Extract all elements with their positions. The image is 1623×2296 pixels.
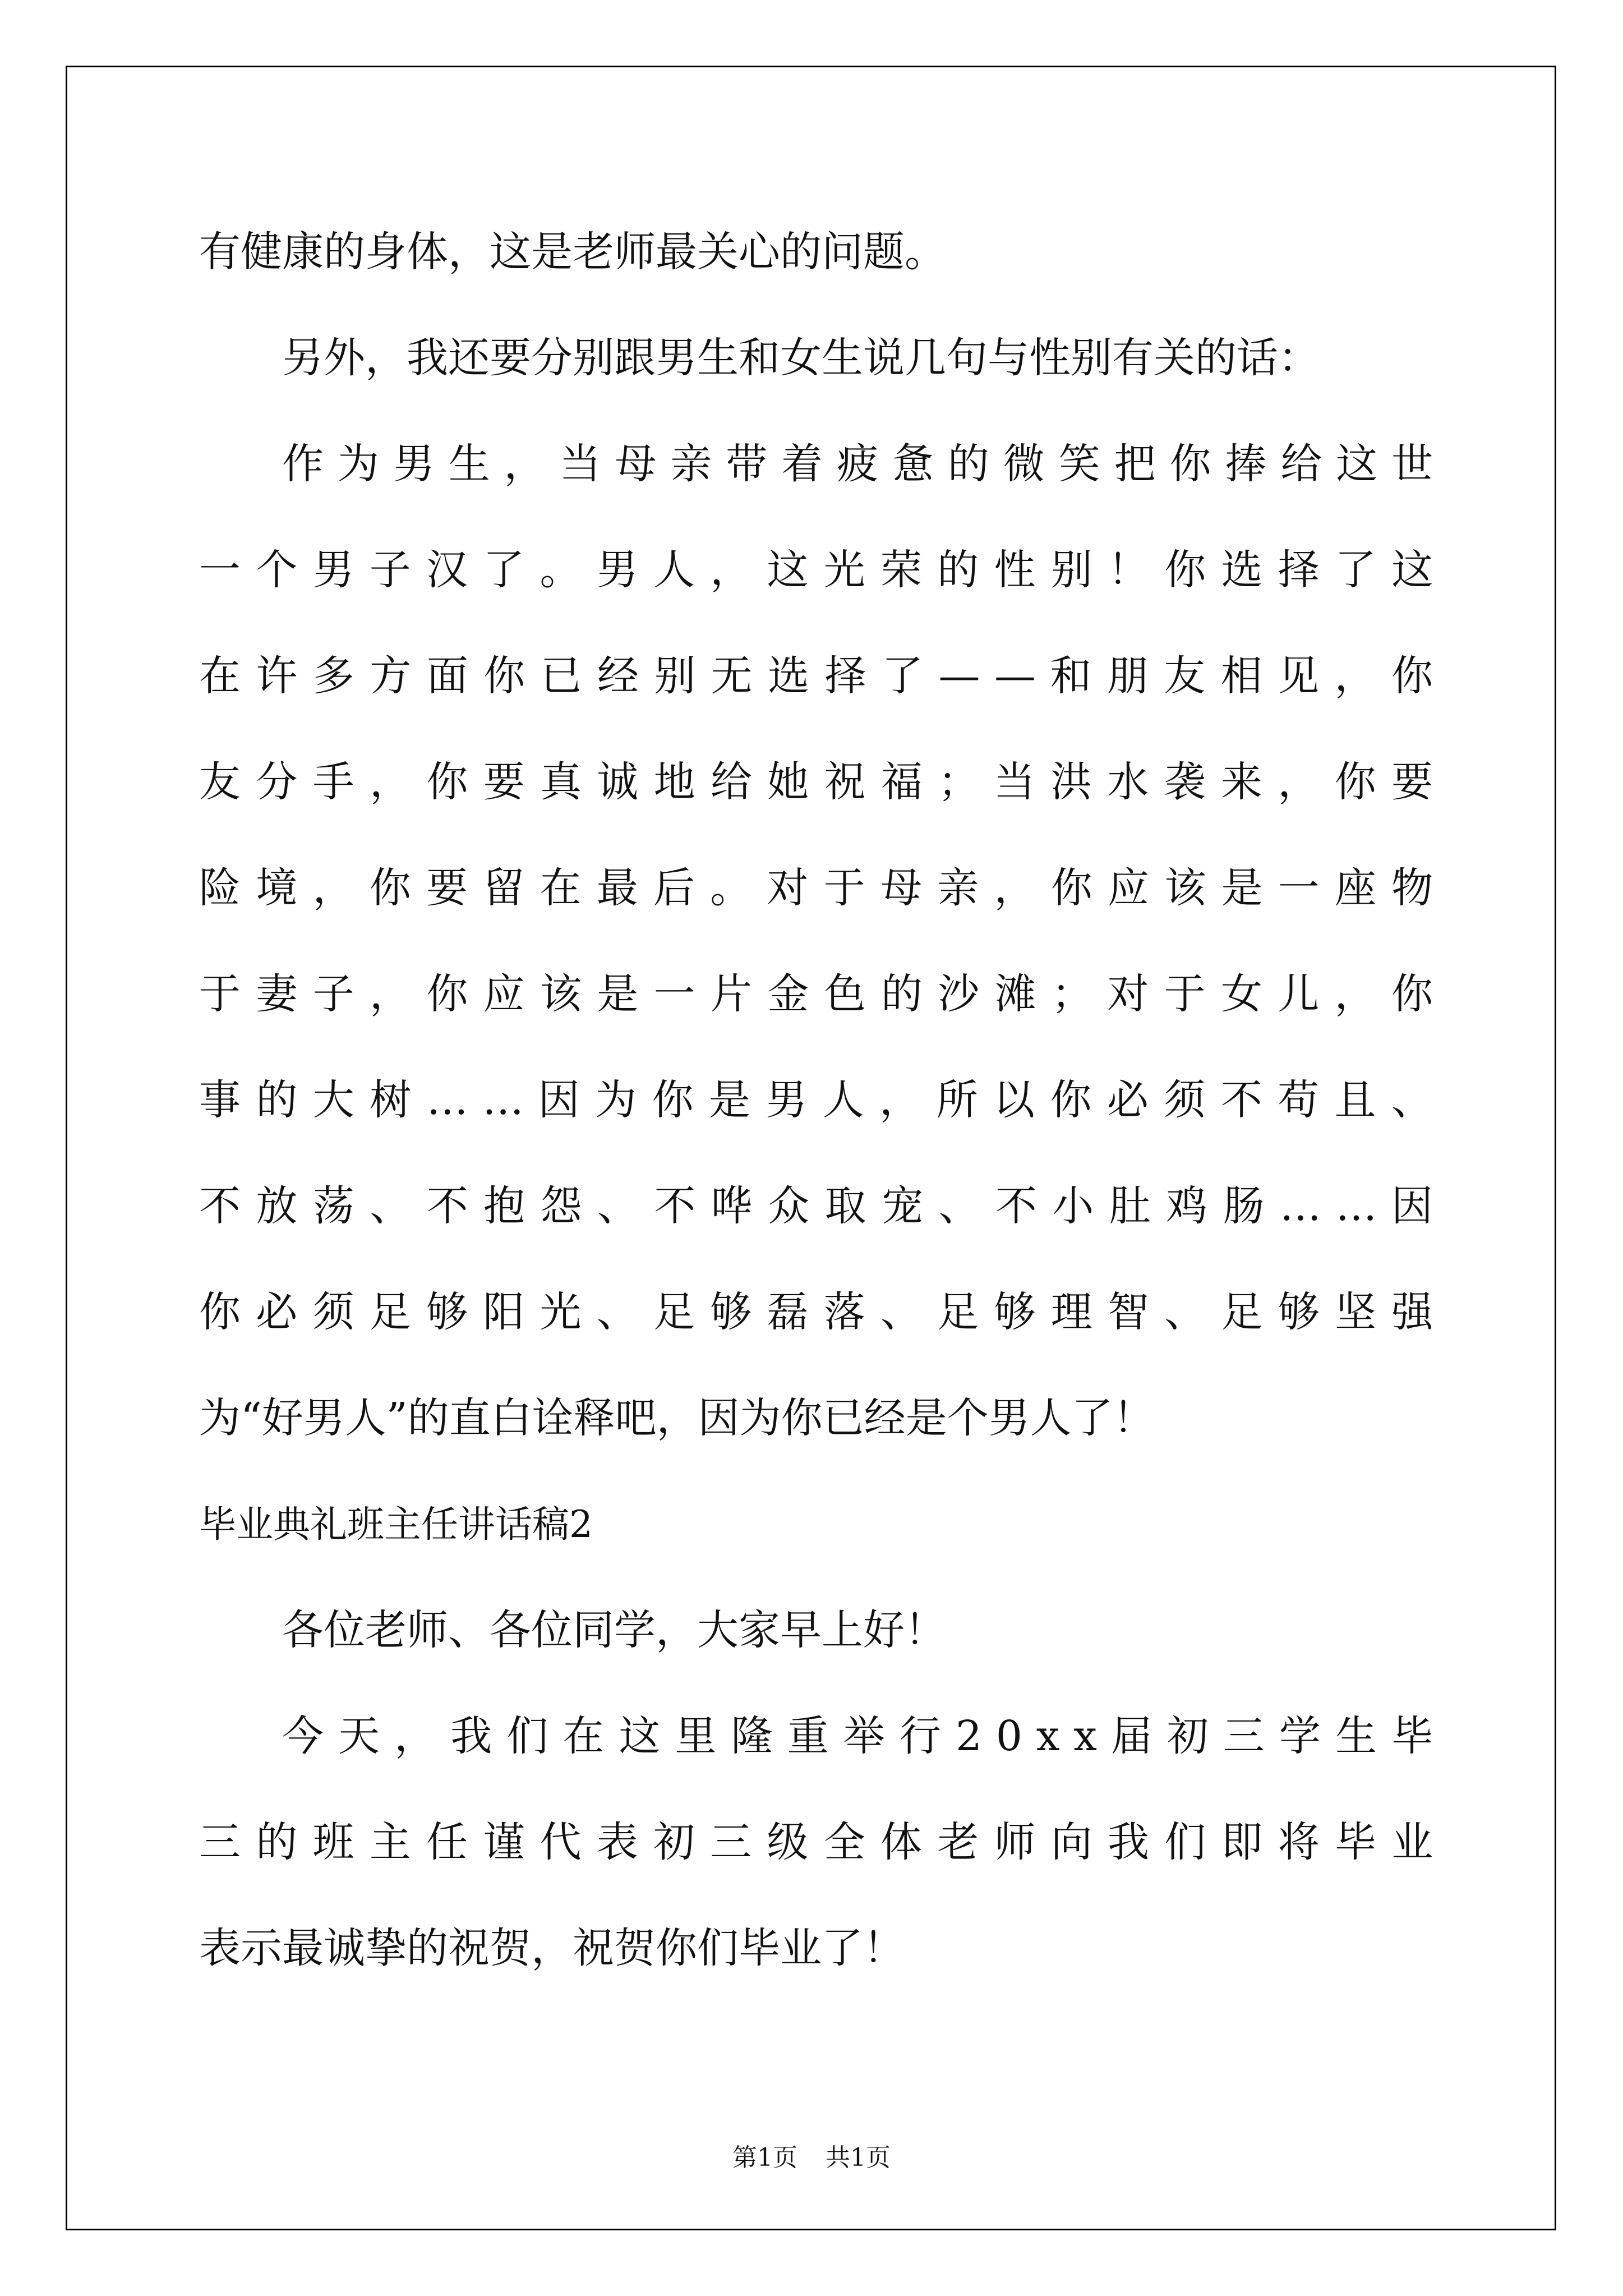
text-line: 作 为 男 生 ， 当 母 亲 带 着 疲 惫 的 微 笑 把 你 捧 给 这 世 [282, 440, 1433, 488]
page-number: 第1页 [732, 2143, 797, 2172]
text-line: 另外，我还要分别跟男生和女生说几句与性别有关的话： [282, 334, 1320, 382]
text-line: 表示最诚挚的祝贺，祝贺你们毕业了！ [199, 1924, 905, 1972]
text-line: 事 的 大 树 … … 因 为 你 是 男 人 ， 所 以 你 必 须 不 苟 且 、 [199, 1076, 1433, 1124]
text-line: 你 必 须 足 够 阳 光 、 足 够 磊 落 、 足 够 理 智 、 足 够 坚 强 [199, 1288, 1433, 1336]
page-total: 共1页 [826, 2143, 891, 2172]
text-line: 有健康的身体，这是老师最关心的问题。 [199, 228, 946, 276]
text-line: 为“好男人”的直白诠释吧，因为你已经是个男人了！ [199, 1394, 1155, 1442]
document-body [199, 199, 1433, 2001]
text-line: 在 许 多 方 面 你 已 经 别 无 选 择 了 — — 和 朋 友 相 见 ， 你 [199, 652, 1433, 700]
text-line: 于 妻 子 ， 你 应 该 是 一 片 金 色 的 沙 滩 ； 对 于 女 儿 ， 你 [199, 970, 1433, 1018]
text-line: 险 境 ， 你 要 留 在 最 后 。 对 于 母 亲 ， 你 应 该 是 一 座 物 [199, 864, 1433, 912]
text-line: 各位老师、各位同学，大家早上好！ [282, 1606, 946, 1654]
text-line: 今 天 ， 我 们 在 这 里 隆 重 举 行 2 0 x x 届 初 三 学 生 毕 [282, 1712, 1433, 1760]
text-line: 不 放 荡 、 不 抱 怨 、 不 哗 众 取 宠 、 不 小 肚 鸡 肠 … … 因 [199, 1182, 1433, 1230]
text-line: 三 的 班 主 任 谨 代 表 初 三 级 全 体 老 师 向 我 们 即 将 毕 业 [199, 1818, 1433, 1866]
text-line: 一 个 男 子 汉 了 。 男 人 ， 这 光 荣 的 性 别 ！ 你 选 择 了 这 [199, 546, 1433, 594]
section-heading: 毕业典礼班主任讲话稿2 [199, 1503, 593, 1546]
page-footer [0, 2141, 1623, 2175]
text-line: 友 分 手 ， 你 要 真 诚 地 给 她 祝 福 ； 当 洪 水 袭 来 ， 你 要 [199, 758, 1433, 806]
